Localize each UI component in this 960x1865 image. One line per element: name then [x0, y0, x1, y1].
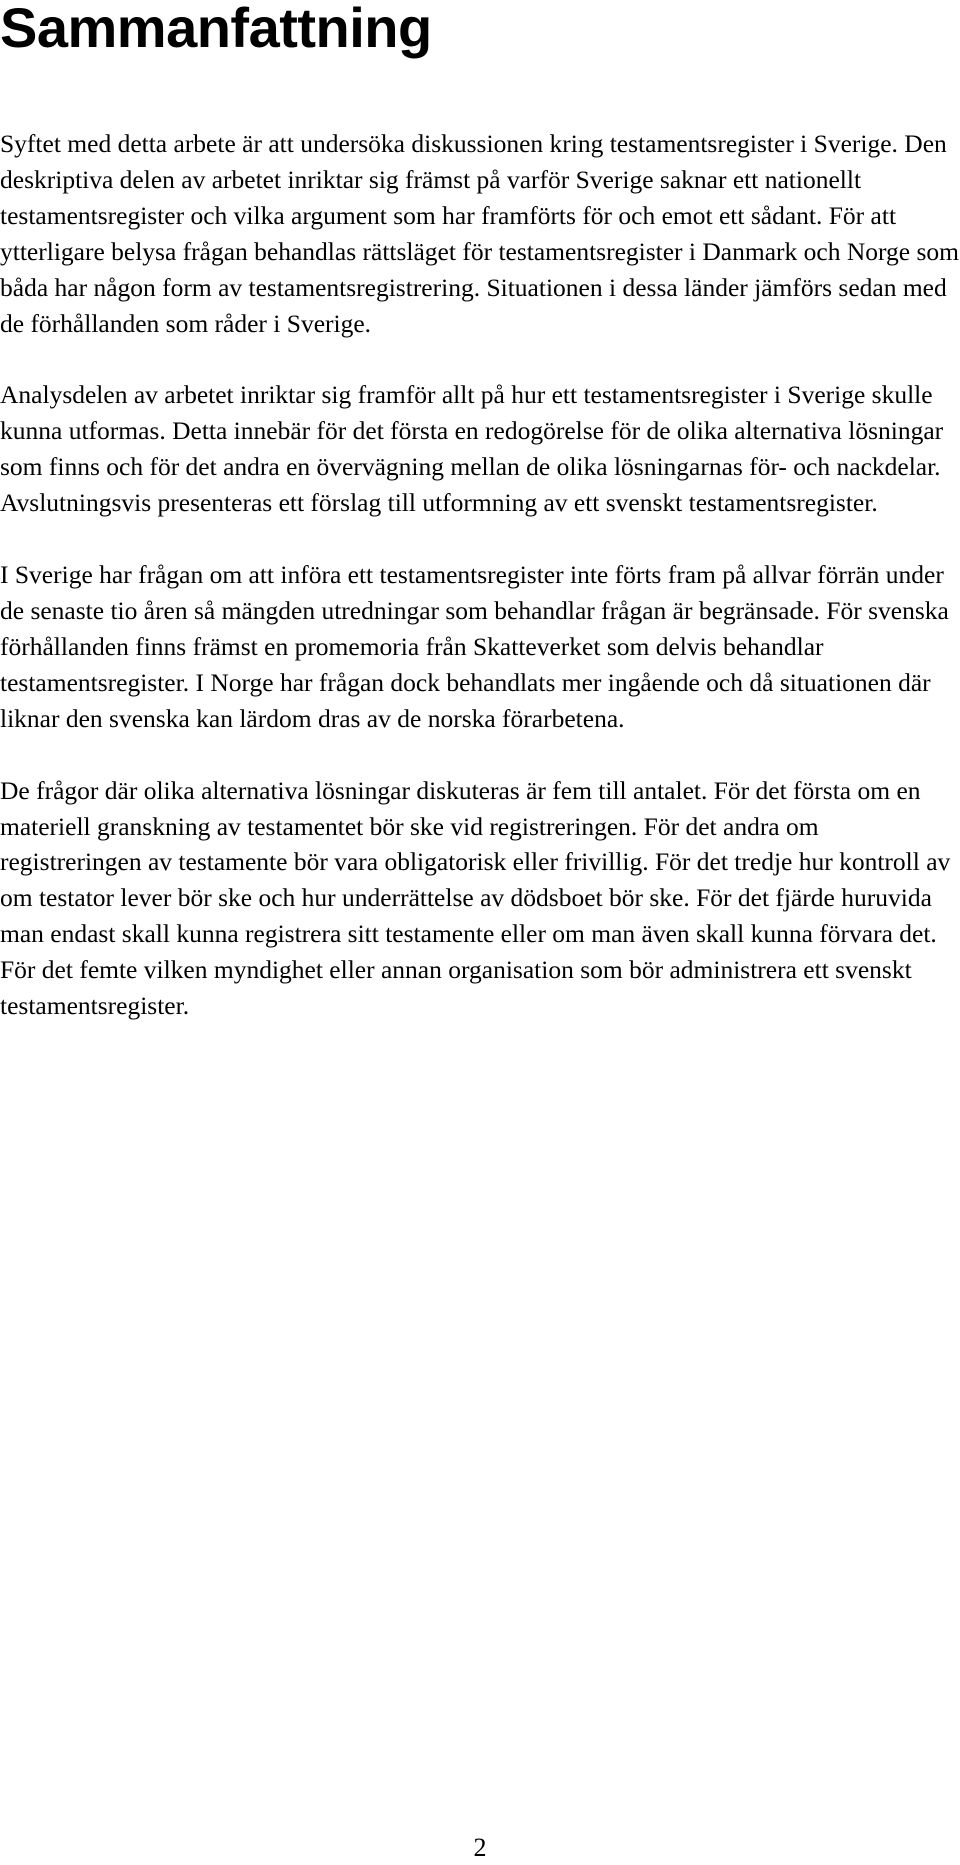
- paragraph-purpose: Syftet med detta arbete är att undersöka diskussionen kring testamentsregister i Sverige. Den deskriptiva delen av arbetet inriktar sig främst på varför Sverige saknar ett nationellt testamentsregister och vilka argument som har framförts för och emot ett sådant. För att ytterligare belysa frågan behandlas rättsläget för testamentsregister i Danmark och Norge som båda har någon form av testamentsregistrering. Situationen i dessa länder jämförs sedan med de förhållanden som råder i Sverige.: [0, 129, 959, 338]
- paragraph-analysis: Analysdelen av arbetet inriktar sig framför allt på hur ett testamentsregister i Sverige skulle kunna utformas. Detta innebär för det första en redogörelse för de olika alternativa lösningar som finns och för det andra en övervägning mellan de olika lösningarnas för- och nackdelar. Avslutningsvis presenteras ett förslag till utformning av ett svenskt testamentsregister.: [0, 380, 944, 518]
- paragraph-questions: De frågor där olika alternativa lösningar diskuteras är fem till antalet. För det första om en materiell granskning av testamentet bör ske vid registreringen. För det andra om registreringen av testamente bör vara obligatorisk eller frivillig. För det tredje hur kontroll av om testator lever bör ske och hur underrättelse av dödsboet bör ske. För det fjärde huruvida man endast skall kunna registrera sitt testamente eller om man även skall kunna förvara det. För det femte vilken myndighet eller annan organisation som bör administrera ett svenskt testamentsregister.: [0, 775, 951, 1021]
- summary-body: [0, 126, 960, 1060]
- page-title: Sammanfattning: [0, 0, 432, 59]
- paragraph-background: I Sverige har frågan om att införa ett testamentsregister inte förts fram på allvar förrän under de senaste tio åren så mängden utredningar som behandlar frågan är begränsade. För svenska förhållanden finns främst en promemoria från Skatteverket som delvis behandlar testamentsregister. I Norge har frågan dock behandlats mer ingående och då situationen där liknar den svenska kan lärdom dras av de norska förarbetena.: [0, 560, 949, 733]
- page-number: 2: [473, 1833, 487, 1862]
